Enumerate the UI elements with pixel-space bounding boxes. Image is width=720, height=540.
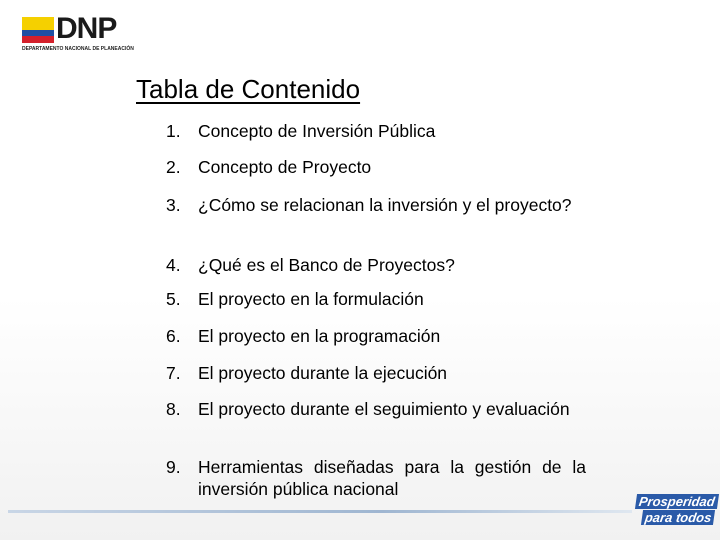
prosperidad-badge-logo — [636, 492, 716, 528]
item-number: 8. — [166, 399, 181, 419]
logo-subtitle: DEPARTAMENTO NACIONAL DE PLANEACIÓN — [22, 46, 134, 52]
colombia-flag-icon — [22, 17, 54, 43]
item-text: El proyecto en la formulación — [198, 289, 424, 309]
item-number: 3. — [166, 195, 181, 215]
list-item — [166, 398, 586, 420]
item-number: 5. — [166, 289, 181, 309]
item-text: El proyecto durante la ejecución — [198, 363, 448, 383]
item-number: 7. — [166, 363, 181, 383]
slide-title: Tabla de Contenido — [136, 74, 361, 104]
list-item — [166, 194, 586, 216]
dnp-logo — [22, 14, 134, 54]
item-text: El proyecto en la programación — [198, 326, 441, 346]
list-item — [166, 156, 586, 178]
item-text: El proyecto durante el seguimiento y evaluación — [198, 399, 570, 419]
list-item — [166, 120, 586, 142]
item-number: 9. — [166, 457, 181, 477]
list-item — [166, 288, 586, 310]
list-item — [166, 254, 586, 276]
item-text: Concepto de Proyecto — [198, 157, 372, 177]
list-item — [166, 362, 586, 384]
item-number: 4. — [166, 255, 181, 275]
item-text: Herramientas diseñadas para la gestión de la inversión pública nacional — [198, 457, 586, 499]
badge-line2: para todos — [641, 510, 716, 525]
item-number: 1. — [166, 121, 181, 141]
list-item — [166, 456, 586, 500]
badge-line1: Prosperidad — [635, 494, 719, 509]
logo-text: DNP — [56, 12, 117, 45]
item-text: ¿Qué es el Banco de Proyectos? — [198, 255, 455, 275]
item-text: Concepto de Inversión Pública — [198, 121, 436, 141]
footer-divider — [8, 510, 632, 513]
list-item — [166, 325, 586, 347]
item-number: 2. — [166, 157, 181, 177]
item-number: 6. — [166, 326, 181, 346]
item-text: ¿Cómo se relacionan la inversión y el proyecto? — [198, 195, 572, 215]
